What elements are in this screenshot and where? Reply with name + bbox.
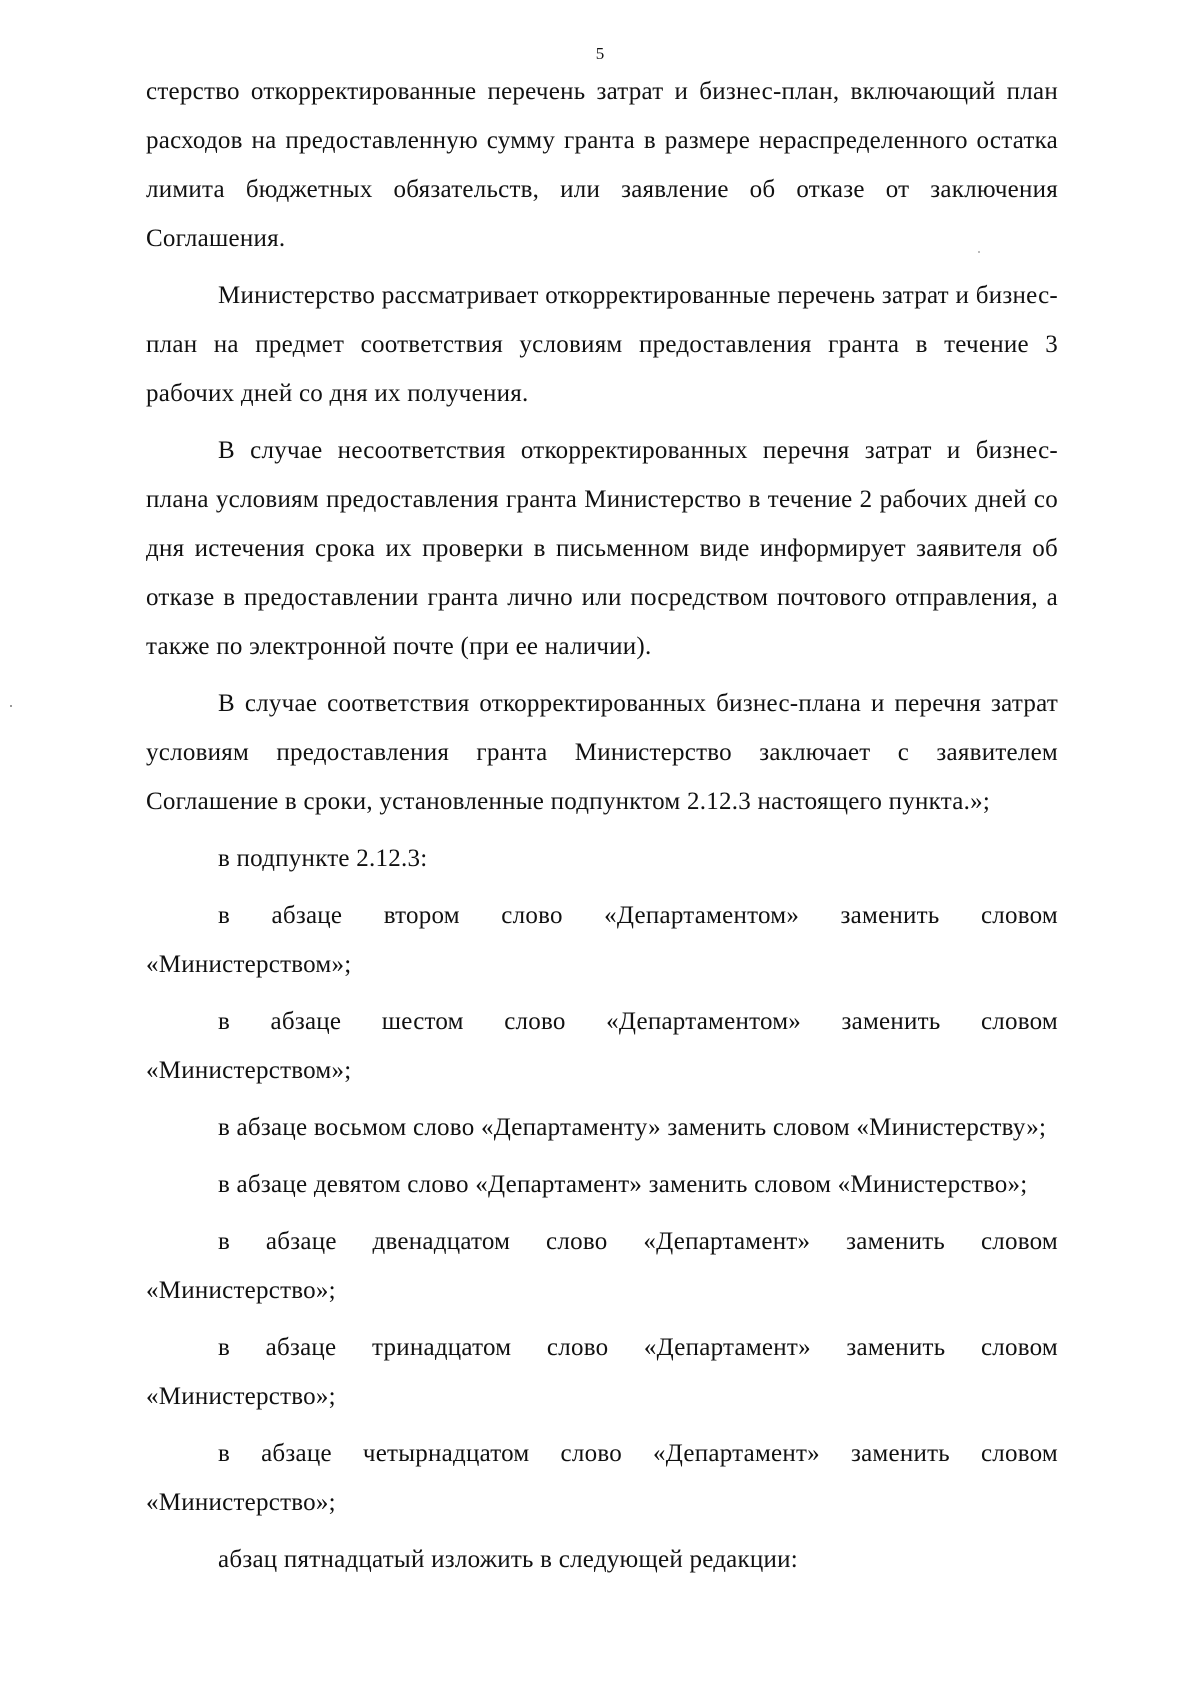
paragraph-amendment-fifteenth: абзац пятнадцатый изложить в следующей редакции: — [218, 1546, 799, 1573]
paragraph-nonconformity: В случае несоответствия откорректированных перечня затрат и бизнес-плана условиям предоставления гранта Министерство в течение 2 рабочих дней со дня истечения срока их проверки в письменном виде информирует заявителя об отказе в предоставлении гранта лично или посредством почтового отправления, а также по электронной почте (при ее наличии). — [146, 437, 1058, 660]
paragraph-conformity: В случае соответствия откорректированных бизнес-плана и перечня затрат условиям предоставления гранта Министерство заключает с заявителем Соглашение в сроки, установленные подпунктом 2.12.3 настоящего пункта.»; — [146, 690, 1058, 815]
paragraph-amendment-sixth: в абзаце шестом слово «Департаментом» заменить словом «Министерством»; — [146, 1008, 1058, 1084]
paragraph-amendment-thirteenth: в абзаце тринадцатом слово «Департамент» заменить словом «Министерство»; — [146, 1334, 1058, 1410]
paragraph-amendment-ninth: в абзаце девятом слово «Департамент» заменить словом «Министерство»; — [218, 1171, 1028, 1198]
paragraph-subitem-heading: в подпункте 2.12.3: — [218, 845, 428, 872]
paragraph-amendment-fourteenth: в абзаце четырнадцатом слово «Департамент» заменить словом «Министерство»; — [146, 1440, 1058, 1516]
paragraph-continuation: стерство откорректированные перечень затрат и бизнес-план, включающий план расходов на предоставленную сумму гранта в размере нераспределенного остатка лимита бюджетных обязательств, или заявление об отказе от заключения Соглашения. — [146, 78, 1058, 252]
paragraph-amendment-second: в абзаце втором слово «Департаментом» заменить словом «Министерством»; — [146, 902, 1058, 978]
paragraph-ministry-review: Министерство рассматривает откорректированные перечень затрат и бизнес-план на предмет соответствия условиям предоставления гранта в течение 3 рабочих дней со дня их получения. — [146, 282, 1058, 407]
document-body — [146, 67, 1058, 1592]
paragraph-amendment-eighth: в абзаце восьмом слово «Департаменту» заменить словом «Министерству»; — [218, 1114, 1047, 1141]
scan-dot — [978, 251, 980, 253]
page-number: 5 — [595, 44, 605, 63]
scan-dot — [10, 705, 12, 707]
paragraph-amendment-twelfth: в абзаце двенадцатом слово «Департамент» заменить словом «Министерство»; — [146, 1228, 1058, 1304]
